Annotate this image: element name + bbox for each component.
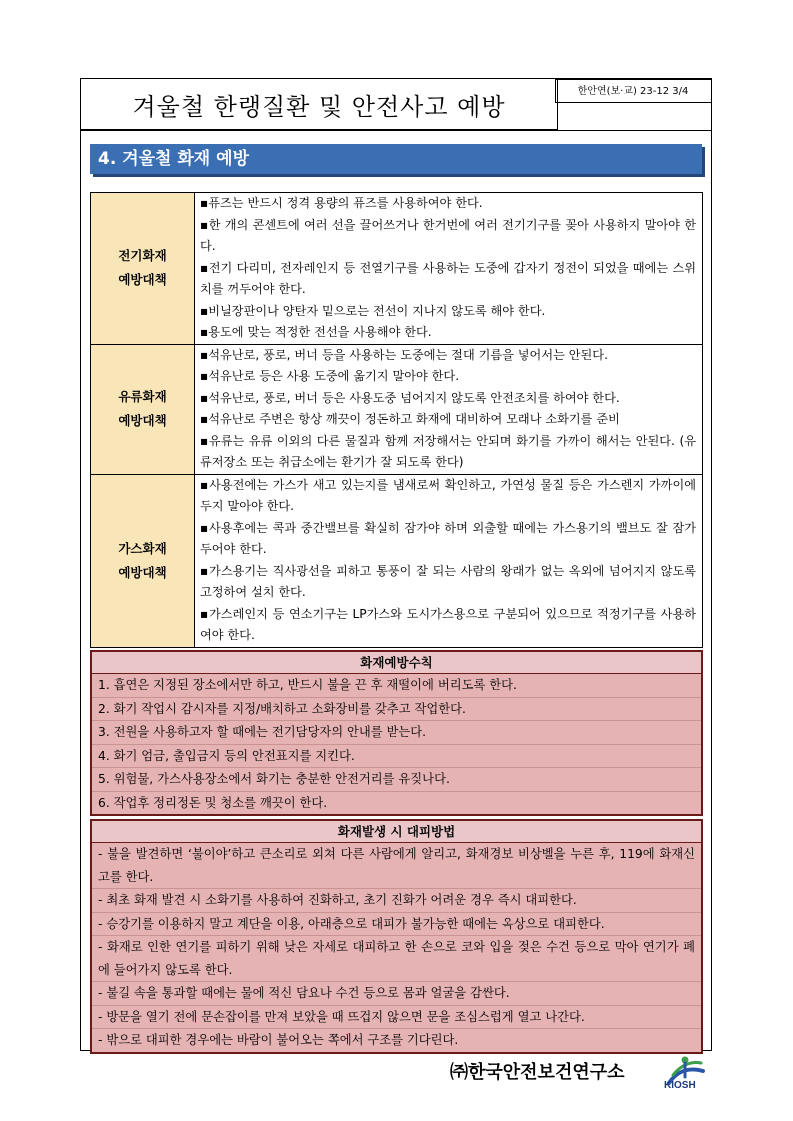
list-item: ▪비닐장판이나 양탄자 밑으로는 전선이 지나지 않도록 해야 한다.	[200, 303, 546, 318]
list-item: - 밖으로 대피한 경우에는 바람이 불어오는 쪽에서 구조를 기다린다.	[98, 1033, 459, 1047]
list-item: ▪가스용기는 직사광선을 피하고 통풍이 잘 되는 사람의 왕래가 없는 옥외에 넘어지지 않도록 고정하여 설치 한다.	[200, 563, 696, 599]
list-item: - 화재로 인한 연기를 피하기 위해 낮은 자세로 대피하고 한 손으로 코와 입을 젖은 수건 등으로 막아 연기가 폐에 들어가지 않도록 한다.	[92, 936, 701, 982]
title-box	[80, 78, 558, 130]
category-gas: 가스화재 예방대책	[91, 474, 195, 647]
list-item: ▪사용후에는 콕과 중간밸브를 확실히 잠가야 하며 외출할 때에는 가스용기의 밸브도 잘 잠가두어야 한다.	[200, 520, 696, 556]
list-item: ▪석유난로 등은 사용 도중에 옮기지 말아야 한다.	[200, 369, 460, 383]
title-divider	[80, 130, 712, 131]
list-item: 6. 작업후 정리정돈 및 청소를 깨끗이 한다.	[98, 795, 328, 810]
table-row	[91, 344, 703, 474]
list-item: - 최초 화재 발견 시 소화기를 사용하여 진화하고, 초기 진화가 어려운 경우 즉시 대피한다.	[92, 889, 701, 913]
list-item: ▪유류는 유류 이외의 다른 물질과 함께 저장해서는 안되며 화기를 가까이 해서는 안된다. (유류저장소 또는 취급소에는 환기가 잘 되도록 한다)	[200, 433, 696, 469]
list-item: ▪한 개의 콘센트에 여러 선을 끌어쓰거나 한거번에 여러 전기기구를 꽂아 사용하지 말아야 한다.	[200, 217, 696, 253]
list-item: - 승강기를 이용하지 말고 계단을 이용, 아래층으로 대피가 불가능한 때에는 옥상으로 대피한다.	[92, 913, 701, 937]
list-item: ▪석유난로 주변은 항상 깨끗이 정돈하고 화재에 대비하여 모래나 소화기를 준비	[200, 412, 620, 426]
section-heading: 4. 겨울철 화재 예방	[90, 144, 702, 174]
table-row	[91, 193, 703, 345]
measure-cell	[195, 474, 703, 647]
table-row	[91, 474, 703, 647]
list-item: 4. 화기 엄금, 출입금지 등의 안전표지를 지킨다.	[92, 745, 701, 769]
measure-cell	[195, 344, 703, 474]
page-title: 겨울철 한랭질환 및 안전사고 예방	[132, 92, 506, 121]
category-oil: 유류화재 예방대책	[91, 344, 195, 474]
list-item: ▪가스레인지 등 연소기구는 LP가스와 도시가스용으로 구분되어 있으므로 적정기구를 사용하여야 한다.	[200, 606, 696, 642]
list-item: - 불을 발견하면 ‘불이야’하고 큰소리로 외쳐 다른 사람에게 알리고, 화재경보 비상벨을 누른 후, 119에 화재신고를 한다.	[92, 843, 701, 889]
list-item: ▪사용전에는 가스가 새고 있는지를 냄새로써 확인하고, 가연성 물질 등은 가스렌지 가까이에 두지 말아야 한다.	[200, 477, 696, 513]
list-item: ▪퓨즈는 반드시 정격 용량의 퓨즈를 사용하여야 한다.	[200, 196, 483, 210]
list-item: - 불길 속을 통과할 때에는 물에 적신 담요나 수건 등으로 몸과 얼굴을 감싼다.	[92, 982, 701, 1006]
list-item: 3. 전원을 사용하고자 할 때에는 전기담당자의 안내를 받는다.	[92, 721, 701, 745]
list-item: ▪용도에 맞는 적정한 전선을 사용해야 한다.	[200, 325, 432, 339]
list-item: ▪전기 다리미, 전자레인지 등 전열기구를 사용하는 도중에 갑자기 정전이 되었을 때에는 스위치를 꺼두어야 한다.	[200, 260, 696, 296]
fire-evacuation-methods	[90, 819, 703, 1054]
logo-text: KIOSH	[664, 1080, 696, 1091]
list-item: ▪석유난로, 풍로, 버너 등을 사용하는 도중에는 절대 기름을 넣어서는 안된다.	[200, 347, 608, 362]
organization-name: ㈜한국안전보건연구소	[450, 1062, 625, 1083]
category-electric: 전기화재 예방대책	[91, 193, 195, 345]
panel-heading: 화재예방수칙	[92, 652, 701, 674]
list-item: 1. 흡연은 지정된 장소에서만 하고, 반드시 불을 끈 후 재떨이에 버리도록 한다.	[92, 674, 701, 698]
measure-cell	[195, 193, 703, 345]
list-item: 5. 위험물, 가스사용장소에서 화기는 충분한 안전거리를 유짖나다.	[92, 768, 701, 792]
prevention-measures-table	[90, 192, 703, 648]
list-item: ▪석유난로, 풍로, 버너 등은 사용도중 넘어지지 않도록 안전조치를 하여야 한다.	[200, 390, 620, 405]
doc-number: 한안연(보·교) 23-12 3/4	[577, 86, 689, 97]
list-item: - 방문을 열기 전에 문손잡이를 만져 보았을 때 뜨겁지 않으면 문을 조심스럽게 열고 나간다.	[92, 1006, 701, 1030]
list-item: 2. 화기 작업시 감시자를 지정/배치하고 소화장비를 갖추고 작업한다.	[92, 698, 701, 722]
fire-prevention-rules	[90, 650, 703, 816]
panel-heading: 화재발생 시 대피방법	[92, 821, 701, 843]
